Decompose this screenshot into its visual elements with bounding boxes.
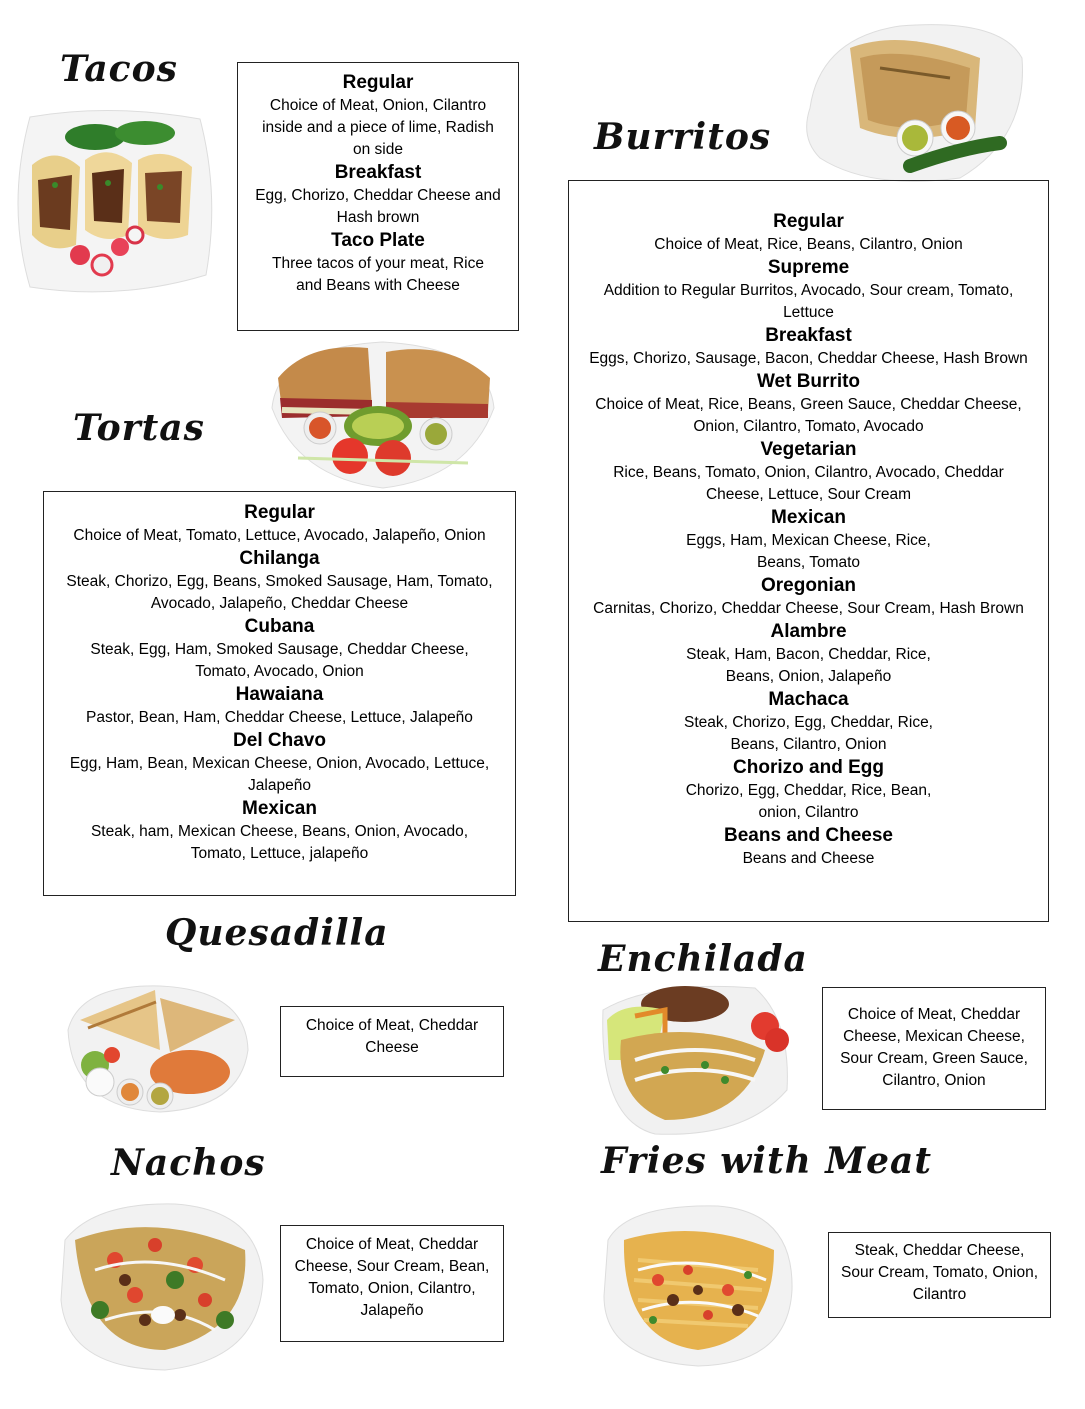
menu-item-desc: Steak, Chorizo, Egg, Beans, Smoked Sausage, Ham, Tomato, Avocado, Jalapeño, Cheddar Cheese: [66, 573, 493, 612]
quesadilla-plate-photo: [60, 980, 252, 1116]
menu-item-name: Regular: [342, 72, 414, 93]
menu-item-name: Chorizo and Egg: [733, 757, 884, 778]
menu-item-desc: Steak, Ham, Bacon, Cheddar, Rice, Beans, Onion, Jalapeño: [686, 646, 931, 685]
enchilada-plate-photo: [595, 980, 795, 1138]
tacos-menu-box: [237, 62, 519, 331]
menu-item-name: Alambre: [770, 621, 847, 642]
menu-item-desc: Steak, Cheddar Cheese, Sour Cream, Tomato, Onion, Cilantro: [841, 1242, 1038, 1303]
menu-item-desc: Choice of Meat, Cheddar Cheese, Mexican Cheese, Sour Cream, Green Sauce, Cilantro, Onion: [840, 1006, 1028, 1089]
tortas-menu-box: [43, 491, 516, 896]
menu-item-desc: Egg, Ham, Bean, Mexican Cheese, Onion, Avocado, Lettuce, Jalapeño: [69, 755, 490, 794]
menu-item-name: Regular: [244, 502, 315, 523]
tacos-title: Tacos: [60, 48, 178, 90]
menu-item-name: Supreme: [767, 257, 850, 278]
menu-item-name: Cubana: [244, 616, 315, 637]
menu-item-desc: Choice of Meat, Rice, Beans, Cilantro, Onion: [654, 236, 963, 253]
menu-item-desc: Three tacos of your meat, Rice and Beans with Cheese: [272, 255, 484, 294]
menu-item-desc: Choice of Meat, Cheddar Cheese: [305, 1017, 479, 1056]
tacos-plate-photo: [10, 105, 218, 297]
menu-item-desc: Eggs, Ham, Mexican Cheese, Rice, Beans, Tomato: [686, 532, 931, 571]
menu-item-desc: Steak, Chorizo, Egg, Cheddar, Rice, Beans, Cilantro, Onion: [684, 714, 933, 753]
menu-item-desc: Pastor, Bean, Ham, Cheddar Cheese, Lettuce, Jalapeño: [86, 709, 473, 726]
menu-item-name: Chilanga: [239, 548, 320, 569]
torta-plate-photo: [268, 338, 498, 490]
menu-item-desc: Carnitas, Chorizo, Cheddar Cheese, Sour Cream, Hash Brown: [593, 600, 1024, 617]
menu-item-name: Wet Burrito: [756, 371, 861, 392]
menu-item-name: Beans and Cheese: [724, 825, 893, 846]
menu-item-desc: Chorizo, Egg, Cheddar, Rice, Bean, onion, Cilantro: [685, 782, 932, 821]
menu-item-desc: Rice, Beans, Tomato, Onion, Cilantro, Avocado, Cheddar Cheese, Lettuce, Sour Cream: [613, 464, 1004, 503]
menu-item-name: Regular: [773, 211, 844, 232]
menu-item-desc: Addition to Regular Burritos, Avocado, Sour cream, Tomato, Lettuce: [603, 282, 1014, 321]
menu-item-desc: Choice of Meat, Onion, Cilantro inside and a piece of lime, Radish on side: [262, 97, 494, 158]
enchilada-title: Enchilada: [598, 938, 808, 980]
enchilada-menu-box: [822, 987, 1046, 1110]
menu-item-desc: Egg, Chorizo, Cheddar Cheese and Hash brown: [255, 187, 501, 226]
menu-item-desc: Choice of Meat, Rice, Beans, Green Sauce, Cheddar Cheese, Onion, Cilantro, Tomato, Avocado: [595, 396, 1022, 435]
menu-item-name: Breakfast: [334, 162, 422, 183]
quesadilla-title: Quesadilla: [165, 912, 389, 954]
fries-title: Fries with Meat: [601, 1140, 932, 1182]
menu-item-desc: Choice of Meat, Tomato, Lettuce, Avocado, Jalapeño, Onion: [73, 527, 486, 544]
menu-item-desc: Steak, Egg, Ham, Smoked Sausage, Cheddar Cheese, Tomato, Avocado, Onion: [90, 641, 469, 680]
menu-item-name: Machaca: [768, 689, 849, 710]
nachos-title: Nachos: [111, 1142, 266, 1184]
fries-plate-photo: [598, 1200, 798, 1368]
nachos-plate-photo: [55, 1200, 267, 1372]
menu-item-name: Vegetarian: [760, 439, 857, 460]
menu-item-name: Oregonian: [760, 575, 856, 596]
menu-item-name: Breakfast: [765, 325, 852, 346]
menu-item-desc: Steak, ham, Mexican Cheese, Beans, Onion, Avocado, Tomato, Lettuce, jalapeño: [90, 823, 469, 862]
menu-item-desc: Beans and Cheese: [742, 850, 875, 867]
burritos-menu-box: [568, 180, 1049, 922]
menu-item-desc: Choice of Meat, Cheddar Cheese, Sour Cream, Bean, Tomato, Onion, Cilantro, Jalapeño: [294, 1236, 490, 1319]
menu-item-name: Mexican: [242, 798, 317, 819]
menu-item-name: Hawaiana: [235, 684, 324, 705]
quesadilla-menu-box: [280, 1006, 504, 1077]
menu-item-desc: Eggs, Chorizo, Sausage, Bacon, Cheddar Cheese, Hash Brown: [589, 350, 1028, 367]
tortas-title: Tortas: [73, 407, 205, 449]
burrito-plate-photo: [790, 18, 1030, 186]
menu-item-name: Del Chavo: [233, 730, 326, 751]
fries-menu-box: [828, 1232, 1051, 1318]
menu-item-name: Taco Plate: [331, 230, 425, 251]
menu-item-name: Mexican: [771, 507, 846, 528]
burritos-title: Burritos: [594, 116, 772, 158]
nachos-menu-box: [280, 1225, 504, 1342]
